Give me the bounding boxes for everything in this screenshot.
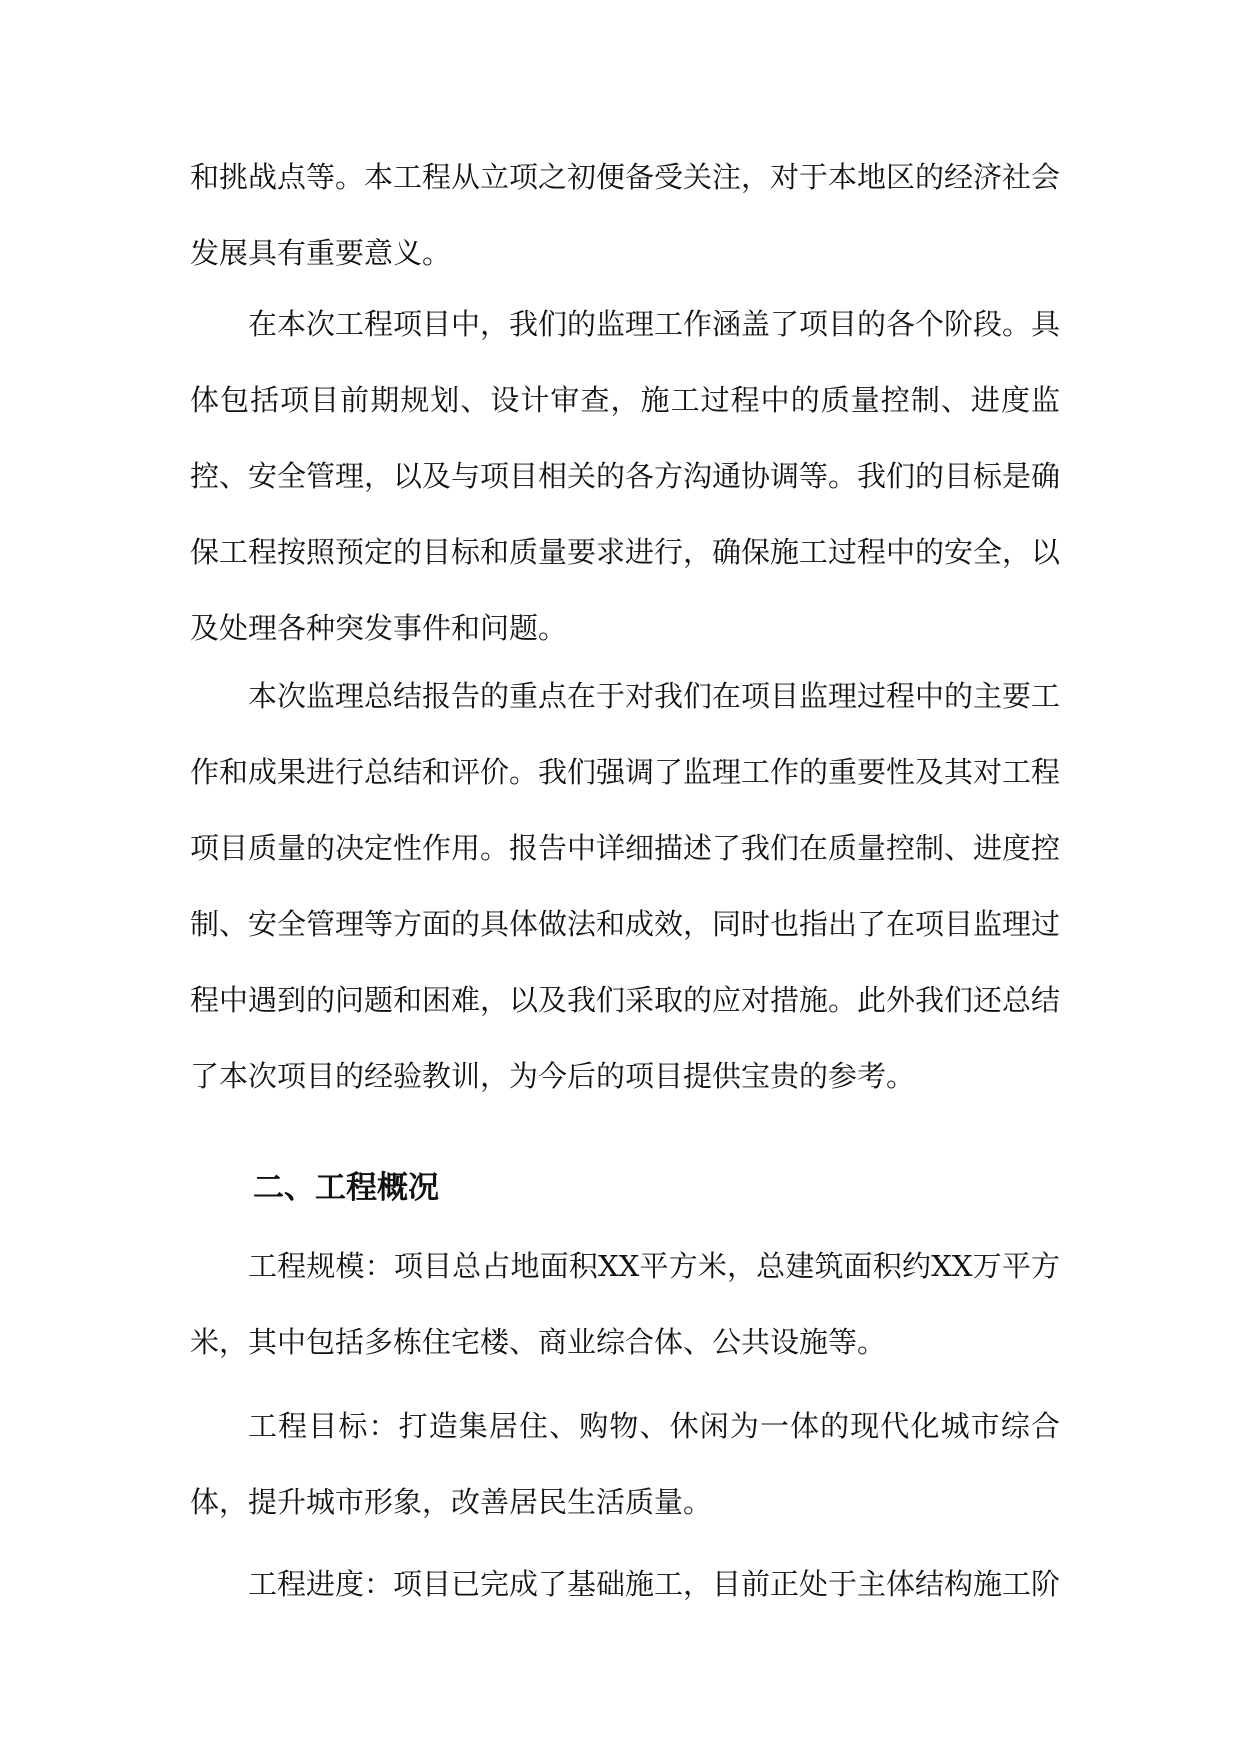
paragraph-report-focus: 本次监理总结报告的重点在于对我们在项目监理过程中的主要工作和成果进行总结和评价。我们强调了监理工作的重要性及其对工程项目质量的决定性作用。报告中详细描述了我们在质量控制、进度控制、安全管理等方面的具体做法和成效，同时也指出了在项目监理过程中遇到的问题和困难，以及我们采取的应对措施。此外我们还总结了本次项目的经验教训，为今后的项目提供宝贵的参考。 [190, 679, 1061, 1093]
paragraph-project-scale: 工程规模：项目总占地面积XX平方米，总建筑面积约XX万平方米，其中包括多栋住宅楼、商业综合体、公共设施等。 [190, 1249, 1060, 1359]
paragraph-project-goal: 工程目标：打造集居住、购物、休闲为一体的现代化城市综合体，提升城市形象，改善居民生活质量。 [190, 1409, 1060, 1519]
section-heading-project-overview: 二、工程概况 [253, 1170, 439, 1206]
paragraph-supervision-scope: 在本次工程项目中，我们的监理工作涵盖了项目的各个阶段。具体包括项目前期规划、设计审查，施工过程中的质量控制、进度监控、安全管理，以及与项目相关的各方沟通协调等。我们的目标是确保工程按照预定的目标和质量要求进行，确保施工过程中的安全，以及处理各种突发事件和问题。 [190, 307, 1061, 645]
paragraph-project-progress: 工程进度：项目已完成了基础施工，目前正处于主体结构施工阶 [248, 1567, 1061, 1601]
paragraph-continuation: 和挑战点等。本工程从立项之初便备受关注，对于本地区的经济社会发展具有重要意义。 [190, 160, 1061, 270]
